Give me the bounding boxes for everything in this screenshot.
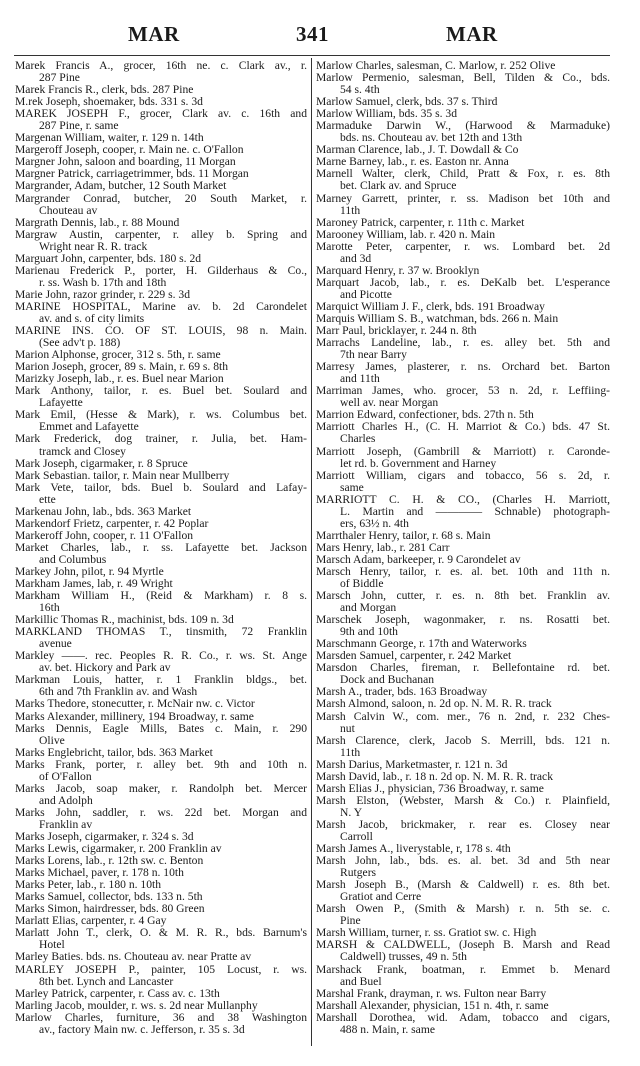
directory-entry <box>15 108 307 132</box>
directory-entry <box>15 193 307 217</box>
entry-line: Margrander Conrad, butcher, 20 South Market, r. <box>15 192 307 205</box>
entry-line: Marek Francis A., grocer, 16th ne. c. Clark av., r. <box>15 60 307 72</box>
page-number: 341 <box>296 22 329 46</box>
directory-entry <box>15 566 307 578</box>
entry-continuation-line: Caldwell) trusses, 49 n. 5th <box>340 951 467 964</box>
entry-line: Marschek Joseph, wagonmaker, r. ns. Rosatti bet. <box>316 614 610 627</box>
directory-entry <box>15 626 307 650</box>
entry-continuation-line: Chouteau av <box>39 204 98 217</box>
entry-line: Marr Paul, bricklayer, r. 244 n. 8th <box>316 325 477 338</box>
directory-entry <box>316 421 610 445</box>
directory-entry <box>15 578 307 590</box>
directory-entry <box>316 96 610 108</box>
entry-line: Marsh Joseph B., (Marsh & Caldwell) r. es. 8th bet. <box>316 879 610 892</box>
entry-line: Marek Francis R., clerk, bds. 287 Pine <box>15 84 194 97</box>
entry-line: Marie John, razor grinder, r. 229 s. 3d <box>15 288 191 301</box>
directory-entry <box>316 843 610 855</box>
entry-line: Marks Lewis, cigarmaker, r. 200 Franklin av <box>15 843 222 856</box>
directory-entry <box>15 180 307 192</box>
directory-entry <box>15 674 307 698</box>
directory-entry <box>15 470 307 482</box>
header-rule <box>14 55 610 56</box>
directory-entry <box>15 807 307 831</box>
entry-line: Marks John, saddler, r. ws. 22d bet. Morgan and <box>15 806 307 819</box>
entry-line: Marlow Permenio, salesman, Bell, Tilden & Co., bds. <box>316 72 610 85</box>
entry-line: Marsch Adam, barkeeper, r. 9 Carondelet av <box>316 553 521 566</box>
entry-line: Marsden Samuel, carpenter, r. 242 Market <box>316 650 512 663</box>
entry-line: Marnell Walter, clerk, Child, Pratt & Fox, r. es. 8th <box>316 168 610 181</box>
entry-line: Marling Jacob, moulder, r. ws. s. 2d near Mullanphy <box>15 999 258 1012</box>
directory-entry <box>15 927 307 951</box>
entry-line: Marizky Joseph, lab., r. es. Buel near Marion <box>15 373 224 386</box>
entry-line: Markeroff John, cooper, r. 11 O'Fallon <box>15 529 194 542</box>
directory-entry <box>316 60 610 72</box>
entry-line: Marks Simon, hairdresser, bds. 80 Green <box>15 903 205 916</box>
directory-entry <box>316 156 610 168</box>
entry-line: Marienau Frederick P., porter, H. Gilderhaus & Co., <box>15 264 307 277</box>
entry-line: Margrander, Adam, butcher, 12 South Market <box>15 180 227 193</box>
directory-entry <box>316 144 610 156</box>
directory-entry <box>316 964 610 988</box>
entry-line: Margraw Austin, carpenter, r. alley b. Spring and <box>15 228 307 241</box>
directory-entry <box>15 759 307 783</box>
entry-line: Marrachs Landeline, lab., r. es. alley bet. 5th and <box>316 337 610 350</box>
entry-continuation-line: of O'Fallon <box>39 770 92 783</box>
entry-continuation-line: Pine <box>340 915 361 928</box>
directory-entry <box>316 662 610 686</box>
directory-entry <box>316 385 610 409</box>
directory-entry <box>316 614 610 638</box>
directory-entry <box>15 265 307 289</box>
directory-entry <box>15 253 307 265</box>
directory-entry <box>316 819 610 843</box>
entry-line: Marsh Darius, Marketmaster, r. 121 n. 3d <box>316 758 508 771</box>
entry-line: Markley ——. rec. Peoples R. R. Co., r. ws. St. Ange <box>15 650 307 663</box>
directory-entry <box>316 927 610 939</box>
entry-line: Marrion Edward, confectioner, bds. 27th n. 5th <box>316 409 534 422</box>
directory-entry <box>316 711 610 735</box>
directory-entry <box>15 482 307 506</box>
entry-continuation-line: Franklin av <box>39 818 93 831</box>
entry-line: MARINE INS. CO. OF ST. LOUIS, 98 n. Main. <box>15 325 307 338</box>
directory-entry <box>316 530 610 542</box>
directory-entry <box>316 879 610 903</box>
entry-continuation-line: Rutgers <box>340 867 377 880</box>
directory-entry <box>316 313 610 325</box>
directory-entry <box>15 590 307 614</box>
entry-line: M.rek Joseph, shoemaker, bds. 331 s. 3d <box>15 96 203 109</box>
entry-continuation-line: Emmet and Lafayette <box>39 421 139 434</box>
directory-entry <box>15 373 307 385</box>
entry-line: MARRIOTT C. H. & CO., (Charles H. Marriott, <box>316 493 610 506</box>
entry-continuation-line: 287 Pine <box>39 72 80 85</box>
entry-line: Marman Clarence, lab., J. T. Dowdall & Co <box>316 144 519 157</box>
directory-entry <box>316 1012 610 1036</box>
entry-line: Marlatt John T., clerk, O. & M. R. R., bds. Barnum's <box>15 927 307 940</box>
entry-continuation-line: (See adv't p. 188) <box>39 337 121 350</box>
entry-continuation-line: r. ss. Wash b. 17th and 18th <box>39 276 167 289</box>
directory-entry <box>15 1000 307 1012</box>
entry-line: Marquard Henry, r. 37 w. Brooklyn <box>316 264 480 277</box>
entry-line: Marlow Charles, salesman, C. Marlow, r. 252 Olive <box>316 60 556 72</box>
entry-continuation-line: 6th and 7th Franklin av. and Wash <box>39 686 198 699</box>
directory-entry <box>15 783 307 807</box>
directory-entry <box>15 168 307 180</box>
directory-entry <box>15 301 307 325</box>
directory-entry <box>316 554 610 566</box>
entry-line: Mark Joseph, cigarmaker, r. 8 Spruce <box>15 457 188 470</box>
entry-line: Marion Joseph, grocer, 89 s. Main, r. 69 s. 8th <box>15 361 229 374</box>
entry-continuation-line: let rd. b. Government and Harney <box>340 457 497 470</box>
entry-line: Marks Michael, paver, r. 178 n. 10th <box>15 867 184 880</box>
directory-entry <box>15 325 307 349</box>
entry-continuation-line: and Adolph <box>39 794 93 807</box>
entry-line: Marks Frank, porter, r. alley bet. 9th and 10th n. <box>15 758 307 771</box>
entry-line: Marguart John, carpenter, bds. 180 s. 2d <box>15 252 202 265</box>
directory-entry <box>15 144 307 156</box>
entry-line: Marks Lorens, lab., r. 12th sw. c. Benton <box>15 855 204 868</box>
directory-entry <box>316 277 610 301</box>
directory-entry <box>316 735 610 759</box>
entry-line: Marlow Samuel, clerk, bds. 37 s. Third <box>316 96 498 109</box>
entry-line: Marsh Owen P., (Smith & Marsh) r. n. 5th se. c. <box>316 903 610 916</box>
directory-entry <box>15 879 307 891</box>
directory-entry <box>316 638 610 650</box>
entry-line: Markendorf Frietz, carpenter, r. 42 Poplar <box>15 517 209 530</box>
entry-continuation-line: ette <box>39 493 56 506</box>
directory-entry <box>15 855 307 867</box>
entry-continuation-line: 54 s. 4th <box>340 84 380 97</box>
entry-line: Marshall Dorothea, wid. Adam, tobacco and cigars, <box>316 1011 610 1024</box>
directory-entry <box>316 795 610 819</box>
entry-continuation-line: nut <box>340 722 355 735</box>
directory-entry <box>316 783 610 795</box>
entry-continuation-line: Hotel <box>39 939 65 952</box>
entry-line: Marresy James, plasterer, r. ns. Orchard bet. Barton <box>316 361 610 374</box>
entry-line: Marquict William J. F., clerk, bds. 191 Broadway <box>316 300 545 313</box>
directory-entry <box>316 265 610 277</box>
entry-continuation-line: 9th and 10th <box>340 626 398 639</box>
entry-continuation-line: L. Martin and ———— Schnable) photograph- <box>340 505 610 518</box>
directory-entry <box>15 349 307 361</box>
entry-continuation-line: 11th <box>340 204 361 217</box>
directory-entry <box>15 915 307 927</box>
directory-entry <box>15 84 307 96</box>
directory-entry <box>316 903 610 927</box>
directory-entry <box>15 156 307 168</box>
directory-entry <box>316 542 610 554</box>
directory-entry <box>15 433 307 457</box>
running-head-left: MAR <box>128 22 180 46</box>
entry-line: Marsch John, cutter, r. es. n. 8th bet. Franklin av. <box>316 590 610 603</box>
entry-continuation-line: av., factory Main nw. c. Jefferson, r. 35 s. 3d <box>39 1023 245 1036</box>
directory-entry <box>316 120 610 144</box>
entry-line: Margrath Dennis, lab., r. 88 Mound <box>15 216 180 229</box>
directory-entry <box>15 542 307 566</box>
entry-line: Marquart Jacob, lab., r. es. DeKalb bet. L'esperance <box>316 276 610 289</box>
directory-entry <box>316 229 610 241</box>
directory-entry <box>15 217 307 229</box>
entry-line: Markillic Thomas R., machinist, bds. 109 n. 3d <box>15 614 234 627</box>
entry-line: Markey John, pilot, r. 94 Myrtle <box>15 565 164 578</box>
entry-line: Marshal Frank, drayman, r. ws. Fulton near Barry <box>316 987 547 1000</box>
directory-entry <box>15 229 307 253</box>
entry-continuation-line: Olive <box>39 734 65 747</box>
directory-entry <box>15 289 307 301</box>
entry-continuation-line: same <box>340 481 364 494</box>
left-column <box>15 60 307 1036</box>
directory-entry <box>316 988 610 1000</box>
column-divider <box>311 58 312 1046</box>
entry-line: Marsh William, turner, r. ss. Gratiot sw. c. High <box>316 927 537 940</box>
entry-line: Marsh Elston, (Webster, Marsh & Co.) r. Plainfield, <box>316 794 610 807</box>
entry-line: Marks Alexander, millinery, 194 Broadway, r. same <box>15 710 254 723</box>
directory-entry <box>316 72 610 96</box>
entry-continuation-line: 16th <box>39 602 60 615</box>
directory-entry <box>15 506 307 518</box>
entry-continuation-line: 11th <box>340 746 361 759</box>
entry-continuation-line: and Buel <box>340 975 382 988</box>
entry-line: Market Charles, lab., r. ss. Lafayette bet. Jackson <box>15 541 307 554</box>
directory-entry <box>316 301 610 313</box>
entry-line: Marsdon Charles, fireman, r. Bellefontaine rd. bet. <box>316 662 610 675</box>
entry-line: Margner John, saloon and boarding, 11 Morgan <box>15 156 236 169</box>
directory-entry <box>15 747 307 759</box>
entry-line: Marsh James A., liverystable, r, 178 s. 4th <box>316 843 511 856</box>
entry-line: Marriott Charles H., (C. H. Marriot & Co.) bds. 47 St. <box>316 421 610 434</box>
directory-entry <box>15 843 307 855</box>
directory-entry <box>15 711 307 723</box>
entry-line: Marlow William, bds. 35 s. 3d <box>316 108 458 121</box>
entry-continuation-line: Carroll <box>340 831 373 843</box>
entry-continuation-line: av. and s. of city limits <box>39 312 145 325</box>
entry-line: Marschmann George, r. 17th and Waterworks <box>316 638 527 651</box>
entry-line: Marsh A., trader, bds. 163 Broadway <box>316 686 488 699</box>
directory-entry <box>15 831 307 843</box>
entry-line: Markham James, lab, r. 49 Wright <box>15 578 173 591</box>
directory-entry <box>15 650 307 674</box>
directory-entry <box>15 132 307 144</box>
directory-entry <box>316 241 610 265</box>
directory-entry <box>316 108 610 120</box>
directory-entry <box>316 759 610 771</box>
entry-continuation-line: N. Y <box>340 806 363 819</box>
entry-line: Margeroff Joseph, cooper, r. Main ne. c. O'Fallon <box>15 144 244 157</box>
directory-entry <box>15 60 307 84</box>
entry-line: Markenau John, lab., bds. 363 Market <box>15 505 192 518</box>
directory-entry <box>316 650 610 662</box>
entry-continuation-line: 488 n. Main, r. same <box>340 1023 435 1036</box>
entry-line: Marks Dennis, Eagle Mills, Bates c. Main, r. 290 <box>15 722 307 735</box>
directory-entry <box>316 325 610 337</box>
entry-line: Marks Jacob, soap maker, r. Randolph bet. Mercer <box>15 782 307 795</box>
directory-entry <box>316 193 610 217</box>
directory-entry <box>316 217 610 229</box>
entry-continuation-line: and Columbus <box>39 553 107 566</box>
entry-line: Markham William H., (Reid & Markham) r. 8 s. <box>15 590 307 603</box>
entry-line: Marsh Calvin W., com. mer., 76 n. 2nd, r. 232 Ches- <box>316 710 610 723</box>
entry-line: MARLEY JOSEPH P., painter, 105 Locust, r. ws. <box>15 963 307 976</box>
entry-continuation-line: well av. near Morgan <box>340 397 439 410</box>
directory-entry <box>316 698 610 710</box>
directory-entry <box>15 1012 307 1036</box>
directory-entry <box>316 361 610 385</box>
entry-continuation-line: and 3d <box>340 252 372 265</box>
entry-continuation-line: 7th near Barry <box>340 349 407 362</box>
entry-continuation-line: av. bet. Hickory and Park av <box>39 662 171 675</box>
directory-entry <box>15 530 307 542</box>
entry-line: Marshall Alexander, physician, 151 n. 4th, r. same <box>316 999 549 1012</box>
entry-line: Mark Vete, tailor, bds. Buel b. Soulard and Lafay- <box>15 481 307 494</box>
entry-line: Marsch Henry, tailor, r. es. al. bet. 10th and 11th n. <box>316 565 610 578</box>
entry-continuation-line: Dock and Buchanan <box>340 674 435 687</box>
entry-line: Marlow Charles, furniture, 36 and 38 Washington <box>15 1011 307 1024</box>
entry-line: Marks Thedore, stonecutter, r. McNair nw. c. Victor <box>15 698 255 711</box>
entry-continuation-line: bet. Clark av. and Spruce <box>340 180 457 193</box>
directory-entry <box>15 951 307 963</box>
directory-entry <box>316 566 610 590</box>
entry-continuation-line: avenue <box>39 638 72 651</box>
directory-entry <box>15 96 307 108</box>
entry-line: Marotte Peter, carpenter, r. ws. Lombard bet. 2d <box>316 240 610 253</box>
entry-line: Mark Anthony, tailor, r. es. Buel bet. Soulard and <box>15 385 307 398</box>
entry-line: Marks Samuel, collector, bds. 133 n. 5th <box>15 891 203 904</box>
entry-line: Marriman James, who. grocer, 53 n. 2d, r. Leffiing- <box>316 385 610 398</box>
directory-entry <box>316 771 610 783</box>
entry-line: MAREK JOSEPH F., grocer, Clark av. c. 16th and <box>15 108 307 121</box>
entry-continuation-line: bds. ns. Chouteau av. bet 12th and 13th <box>340 132 523 145</box>
entry-line: Marne Barney, lab., r. es. Easton nr. Anna <box>316 156 509 169</box>
directory-entry <box>316 855 610 879</box>
entry-line: Mars Henry, lab., r. 281 Carr <box>316 541 450 554</box>
entry-line: Marrthaler Henry, tailor, r. 68 s. Main <box>316 529 491 542</box>
directory-entry <box>15 988 307 1000</box>
directory-entry <box>316 409 610 421</box>
entry-continuation-line: 287 Pine, r. same <box>39 120 119 133</box>
directory-entry <box>15 518 307 530</box>
directory-entry <box>15 698 307 710</box>
entry-line: Marshack Frank, boatman, r. Emmet b. Menard <box>316 963 610 976</box>
directory-entry <box>316 590 610 614</box>
entry-continuation-line: and 11th <box>340 373 380 386</box>
directory-entry <box>15 614 307 626</box>
entry-line: Marsh John, lab., bds. es. al. bet. 3d and 5th near <box>316 855 610 868</box>
directory-entry <box>316 939 610 963</box>
entry-line: Marks Joseph, cigarmaker, r. 324 s. 3d <box>15 831 194 843</box>
entry-line: Marmaduke Darwin W., (Harwood & Marmaduke) <box>316 120 610 133</box>
running-head-right: MAR <box>446 22 498 46</box>
directory-entry <box>15 409 307 433</box>
entry-line: Mark Frederick, dog trainer, r. Julia, bet. Ham- <box>15 433 307 446</box>
directory-entry <box>15 867 307 879</box>
entry-continuation-line: and Picotte <box>340 288 392 301</box>
directory-entry <box>316 337 610 361</box>
entry-line: Marks Englebricht, tailor, bds. 363 Market <box>15 746 213 759</box>
directory-entry <box>15 891 307 903</box>
directory-entry <box>15 361 307 373</box>
entry-line: Margenan William, waiter, r. 129 n. 14th <box>15 132 204 145</box>
entry-line: Mark Sebastian. tailor, r. Main near Mullberry <box>15 469 230 482</box>
entry-line: Marsh Jacob, brickmaker, r. rear es. Closey near <box>316 818 610 831</box>
entry-line: Marion Alphonse, grocer, 312 s. 5th, r. same <box>15 349 221 362</box>
entry-line: MARKLAND THOMAS T., tinsmith, 72 Franklin <box>15 626 307 639</box>
entry-line: Marney Garrett, printer, r. ss. Madison bet 10th and <box>316 192 610 205</box>
entry-line: Marks Peter, lab., r. 180 n. 10th <box>15 879 162 892</box>
entry-continuation-line: 8th bet. Lynch and Lancaster <box>39 975 174 988</box>
directory-entry <box>316 470 610 494</box>
entry-line: Marquis William S. B., watchman, bds. 266 n. Main <box>316 312 559 325</box>
entry-line: Marriott William, cigars and tobacco, 56 s. 2d, r. <box>316 469 610 482</box>
entry-continuation-line: Charles <box>340 433 376 446</box>
entry-line: MARSH & CALDWELL, (Joseph B. Marsh and Read <box>316 939 610 952</box>
entry-continuation-line: ers, 63½ n. 4th <box>340 517 409 530</box>
directory-entry <box>316 168 610 192</box>
entry-continuation-line: Lafayette <box>39 397 83 410</box>
entry-continuation-line: tramck and Closey <box>39 445 126 458</box>
entry-line: Marooney William, lab. r. 420 n. Main <box>316 228 495 241</box>
directory-entry <box>15 964 307 988</box>
entry-continuation-line: and Morgan <box>340 602 397 615</box>
entry-line: MARINE HOSPITAL, Marine av. b. 2d Carondelet <box>15 300 307 313</box>
directory-entry <box>316 686 610 698</box>
right-column <box>316 60 610 1036</box>
directory-entry <box>15 385 307 409</box>
entry-line: Marley Patrick, carpenter, r. Cass av. c. 13th <box>15 987 220 1000</box>
entry-line: Marsh Almond, saloon, n. 2d op. N. M. R. R. track <box>316 698 552 711</box>
entry-line: Marley Baties. bds. ns. Chouteau av. near Pratte av <box>15 951 252 964</box>
entry-continuation-line: of Biddle <box>340 578 384 591</box>
directory-entry <box>15 458 307 470</box>
entry-line: Marsh Clarence, clerk, Jacob S. Merrill, bds. 121 n. <box>316 734 610 747</box>
entry-line: Markman Louis, hatter, r. 1 Franklin bldgs., bet. <box>15 674 307 687</box>
entry-line: Marsh Elias J., physician, 736 Broadway, r. same <box>316 782 544 795</box>
directory-entry <box>316 446 610 470</box>
entry-line: Maroney Patrick, carpenter, r. 11th c. Market <box>316 216 525 229</box>
directory-entry <box>316 1000 610 1012</box>
entry-line: Marsh David, lab., r. 18 n. 2d op. N. M. R. R. track <box>316 770 554 783</box>
entry-continuation-line: Wright near R. R. track <box>39 240 148 253</box>
entry-continuation-line: Gratiot and Cerre <box>340 891 422 904</box>
entry-line: Mark Emil, (Hesse & Mark), r. ws. Columbus bet. <box>15 409 307 422</box>
entry-line: Margner Patrick, carriagetrimmer, bds. 11 Morgan <box>15 168 249 181</box>
directory-entry <box>15 723 307 747</box>
entry-line: Marriott Joseph, (Gambrill & Marriott) r. Caronde- <box>316 445 610 458</box>
entry-line: Marlatt Elias, carpenter, r. 4 Gay <box>15 915 167 928</box>
directory-entry <box>316 494 610 530</box>
directory-entry <box>15 903 307 915</box>
